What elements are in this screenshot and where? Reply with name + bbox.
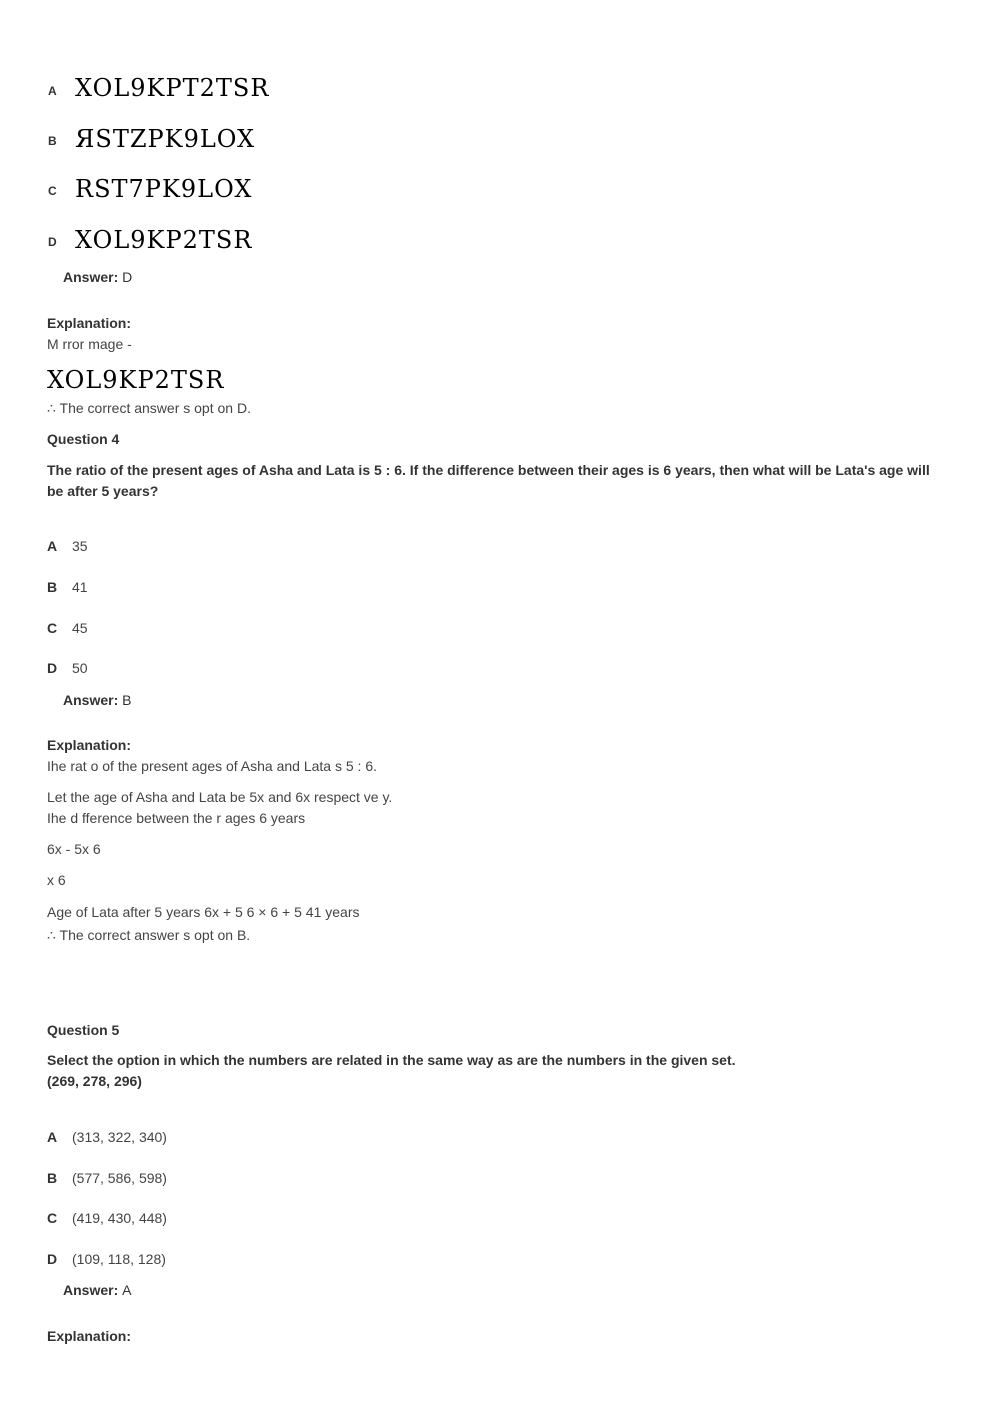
explanation-line: x 6 (47, 872, 66, 888)
conclusion: ∴ The correct answer s opt on B. (47, 927, 251, 943)
explanation-line: Let the age of Asha and Lata be 5x and 6x respect ve y. (47, 789, 393, 805)
question-title: Question 5 (47, 1022, 120, 1038)
answer (63, 269, 132, 285)
explanation-line: Ihe rat o of the present ages of Asha and Lata s 5 : 6. (47, 758, 378, 774)
option: B (577, 586, 598) (47, 1170, 167, 1186)
option-letter: D (48, 235, 57, 249)
answer-value: D (122, 269, 133, 285)
explanation-label: Explanation: (47, 1328, 132, 1344)
given-set: (269, 278, 296) (47, 1073, 142, 1089)
option-text: ЯSTZPK9LOX (75, 125, 256, 153)
conclusion: ∴ The correct answer s opt on D. (47, 400, 251, 416)
option: D (109, 118, 128) (47, 1251, 166, 1267)
explanation-line: Ihe d fference between the r ages 6 years (47, 810, 306, 826)
option-letter: C (48, 184, 57, 198)
option: C 45 (47, 620, 88, 636)
answer: Answer: B (63, 692, 132, 708)
answer-label: Answer: (63, 269, 119, 285)
explanation-label: Explanation: (47, 315, 132, 331)
explanation-line: Age of Lata after 5 years 6x + 5 6 × 6 + 5 41 years (47, 904, 360, 920)
answer: Answer: A (63, 1282, 132, 1298)
option-text: XOL9KP2TSR (75, 226, 253, 254)
option-text: RST7PK9LOX (75, 175, 253, 203)
option: D 50 (47, 660, 88, 676)
option-letter: B (48, 134, 57, 148)
option: B 41 (47, 579, 88, 595)
option: A 35 (47, 538, 88, 554)
option: A (313, 322, 340) (47, 1129, 167, 1145)
question-text: The ratio of the present ages of Asha and Lata is 5 : 6. If the difference between their ages is 6 years, then what will be Lata's age will be after 5 years? (47, 462, 930, 499)
explanation-line: 6x - 5x 6 (47, 841, 101, 857)
option: C (419, 430, 448) (47, 1210, 167, 1226)
explanation-line: M rror mage - (47, 336, 132, 352)
option-letter: A (48, 84, 57, 98)
explanation-label: Explanation: (47, 737, 132, 753)
question-title: Question 4 (47, 431, 120, 447)
mirror-image: XOL9KP2TSR (47, 366, 225, 394)
option-text: XOL9KPT2TSR (75, 74, 270, 102)
question-text: Select the option in which the numbers are related in the same way as are the numbers in the given set. (269, 278, 296) (47, 1050, 947, 1092)
